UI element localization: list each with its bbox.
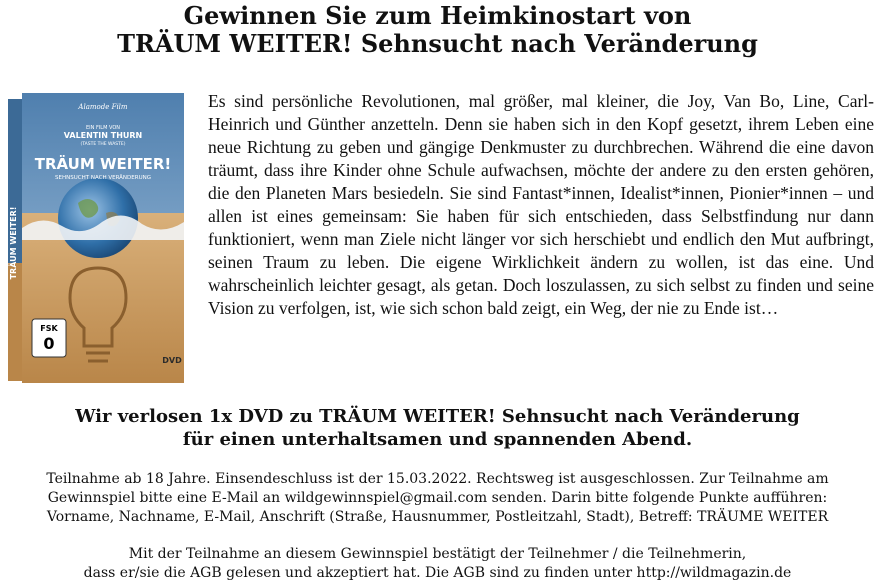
agb-line-1: Mit der Teilnahme an diesem Gewinnspiel bestätigt der Teilnehmer / die Teilnehmerin, bbox=[128, 546, 747, 562]
svg-text:0: 0 bbox=[43, 334, 55, 353]
agb-notice bbox=[0, 545, 875, 583]
page-title bbox=[0, 2, 875, 58]
title-line-1: Gewinnen Sie zum Heimkinostart von bbox=[183, 1, 692, 30]
participation-terms bbox=[0, 470, 875, 527]
svg-text:(TASTE THE WASTE): (TASTE THE WASTE) bbox=[80, 142, 126, 147]
dvd-cover-image bbox=[8, 93, 186, 383]
brand-logo: Alamode Film bbox=[78, 103, 128, 111]
agb-line-2: dass er/sie die AGB gelesen und akzeptiert hat. Die AGB sind zu finden unter http://wildmagazin.de bbox=[83, 565, 792, 581]
cover-subtitle: SEHNSUCHT NACH VERÄNDERUNG bbox=[55, 175, 151, 181]
svg-text:FSK: FSK bbox=[40, 324, 58, 333]
lottery-announcement bbox=[0, 405, 875, 451]
terms-line-2: Gewinnspiel bitte eine E-Mail an wildgewinnspiel@gmail.com senden. Darin bitte folgende Punkte aufführen: bbox=[47, 490, 828, 506]
dvd-logo: DVD bbox=[162, 356, 182, 365]
lottery-line-2: für einen unterhaltsamen und spannenden Abend. bbox=[182, 429, 693, 450]
title-line-2: TRÄUM WEITER! Sehnsucht nach Veränderung bbox=[117, 29, 758, 58]
terms-line-1: Teilnahme ab 18 Jahre. Einsendeschluss ist der 15.03.2022. Rechtsweg ist ausgeschlossen. Zur Teilnahme am bbox=[46, 471, 829, 487]
spine-title: TRÄUM WEITER! bbox=[9, 206, 18, 280]
director-name: VALENTIN THURN bbox=[63, 131, 143, 140]
intro-paragraph: Es sind persönliche Revolutionen, mal größer, mal kleiner, die Joy, Van Bo, Line, Carl-Heinrich und Günther anzetteln. Denn sie haben sich in den Kopf gesetzt, ihrem Leben eine neue Richtung zu geben und gängige Denkmuster zu durchbrechen. Während die eine davon träumt, dass ihre Kinder ohne Schule aufwachsen, möchte der andere zu den ersten gehören, die den Planeten Mars besiedeln. Sie sind Fantast*innen, Idealist*innen, Pionier*innen – und allen ist eines gemeinsam: Sie haben für sich entschieden, dass Selbstfindung nur dann funktioniert, wenn man Ziele nicht länger vor sich herschiebt und endlich den Mut aufbringt, seinen Traum zu leben. Die eigene Wirklichkeit ändern zu wollen, ist das eine. Und wahrscheinlich leichter gesagt, als getan. Doch loszulassen, zu sich selbst zu finden und seine Vision zu verfolgen, ist, wie sich schon bald zeigt, ein Weg, der nie zu Ende ist… bbox=[208, 91, 874, 318]
cover-title: TRÄUM WEITER! bbox=[34, 155, 172, 173]
lottery-line-1: Wir verlosen 1x DVD zu TRÄUM WEITER! Sehnsucht nach Veränderung bbox=[75, 406, 800, 427]
terms-line-3: Vorname, Nachname, E-Mail, Anschrift (Straße, Hausnummer, Postleitzahl, Stadt), Betreff: TRÄUME WEITER bbox=[46, 509, 829, 525]
svg-text:EIN FILM VON: EIN FILM VON bbox=[85, 125, 121, 131]
